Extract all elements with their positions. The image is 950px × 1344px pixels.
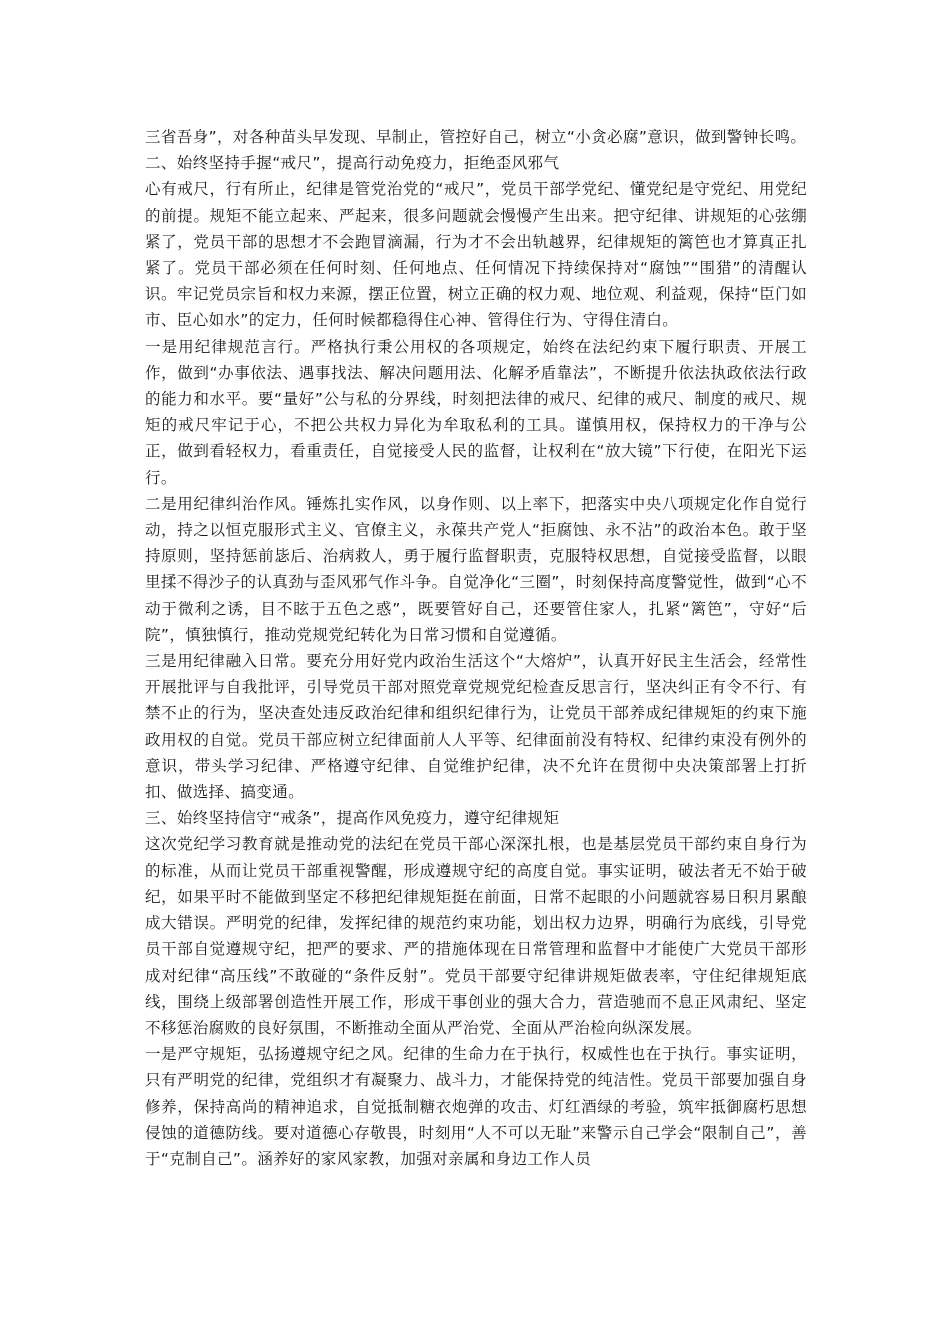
paragraph-discipline-education: 这次党纪学习教育就是推动党的法纪在党员干部心深深扎根，也是基层党员干部约束自身行为的标准，从而让党员干部重视警醒，形成遵规守纪的高度自觉。事实证明，破法者无不始于破纪，如果平时不能做到坚定不移把纪律规矩挺在前面，日常不起眼的小问题就容易日积月累酿成大错误。严明党的纪律，发挥纪律的规范约束功能，划出权力边界，明确行为底线，引导党员干部自觉遵规守纪，把严的要求、严的措施体现在日常管理和监督中才能使广大党员干部形成对纪律“高压线”不敢碰的“条件反射”。党员干部要守纪律讲规矩做表率，守住纪律规矩底线，围绕上级部署创造性开展工作，形成干事创业的强大合力，营造驰而不息正风肃纪、坚定不移惩治腐败的良好氛围，不断推动全面从严治党、全面从严治检向纵深发展。 (145, 835, 807, 1037)
paragraph-ruler-intro: 心有戒尺，行有所止，纪律是管党治党的“戒尺”，党员干部学党纪、懂党纪是守党纪、用党纪的前提。规矩不能立起来、严起来，很多问题就会慢慢产生出来。把守纪律、讲规矩的心弦绷紧了，党员干部的思想才不会跑冒滴漏，行为才不会出轨越界，纪律规矩的篱笆也才算真正扎紧了。党员干部必须在任何时刻、任何地点、任何情况下持续保持对“腐蚀”“围猎”的清醒认识。牢记党员宗旨和权力来源，摆正位置，树立正确的权力观、地位观、利益观，保持“臣门如市、臣心如水”的定力，任何时候都稳得住心神、管得住行为、守得住清白。 (145, 180, 807, 330)
paragraph-point-one-regulate: 一是用纪律规范言行。严格执行秉公用权的各项规定，始终在法纪约束下履行职责、开展工作，做到“办事依法、遇事找法、解决问题用法、化解矛盾靠法”，不断提升依法执政依法行政的能力和水平。要“量好”公与私的分界线，时刻把法律的戒尺、纪律的戒尺、制度的戒尺、规矩的戒尺牢记于心，不把公共权力异化为牟取私利的工具。谨慎用权，保持权力的干净与公正，做到看轻权力，看重责任，自觉接受人民的监督，让权利在“放大镜”下行使，在阳光下运行。 (145, 337, 807, 487)
paragraph-point-one-rules: 一是严守规矩，弘扬遵规守纪之风。纪律的生命力在于执行，权威性也在于执行。事实证明，只有严明党的纪律，党组织才有凝聚力、战斗力，才能保持党的纯洁性。党员干部要加强自身修养，保持高尚的精神追求，自觉抵制糖衣炮弹的攻击、灯红酒绿的考验，筑牢抵御腐朽思想侵蚀的道德防线。要对道德心存敬畏，时刻用“人不可以无耻”来警示自己学会“限制自己”，善于“克制自己”。涵养好的家风家教，加强对亲属和身边工作人员 (145, 1045, 807, 1168)
paragraph-point-three-daily: 三是用纪律融入日常。要充分用好党内政治生活这个“大熔炉”，认真开好民主生活会，经常性开展批评与自我批评，引导党员干部对照党章党规党纪检查反思言行，坚决纠正有令不行、有禁不止的行为，坚决查处违反政治纪律和组织纪律行为，让党员干部养成纪律规矩的约束下施政用权的自觉。党员干部应树立纪律面前人人平等、纪律面前没有特权、纪律约束没有例外的意识，带头学习纪律、严格遵守纪律、自觉维护纪律，决不允许在贯彻中央决策部署上打折扣、做选择、搞变通。 (145, 652, 807, 802)
section-heading-three: 三、始终坚持信守“戒条”，提高作风免疫力，遵守纪律规矩 (145, 809, 560, 828)
document-body (145, 124, 807, 1172)
paragraph-point-two-style: 二是用纪律纠治作风。锤炼扎实作风，以身作则、以上率下，把落实中央八项规定化作自觉行动，持之以恒克服形式主义、官僚主义，永葆共产党人“拒腐蚀、永不沾”的政治本色。敢于坚持原则，坚持惩前毖后、治病救人，勇于履行监督职责，克服特权思想，自觉接受监督，以眼里揉不得沙子的认真劲与歪风邪气作斗争。自觉净化“三圈”，时刻保持高度警觉性，做到“心不动于微利之诱，目不眩于五色之惑”，既要管好自己，还要管住家人，扎紧“篱笆”，守好“后院”，慎独慎行，推动党规党纪转化为日常习惯和自觉遵循。 (145, 494, 807, 644)
paragraph-continuation: 三省吾身”，对各种苗头早发现、早制止，管控好自己，树立“小贪必腐”意识，做到警钟长鸣。 (145, 128, 807, 146)
section-heading-two: 二、始终坚持手握“戒尺”，提高行动免疫力，拒绝歪风邪气 (145, 154, 560, 173)
